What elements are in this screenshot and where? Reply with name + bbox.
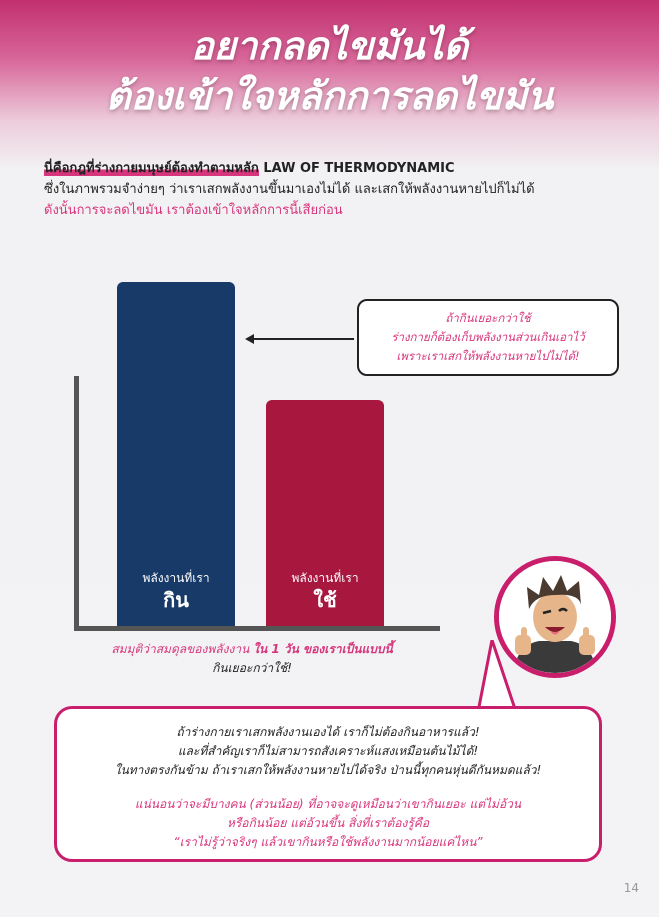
callout-line-2: ร่างกายก็ต้องเก็บพลังงานส่วนเกินเอาไว้ xyxy=(391,330,585,344)
energy-intake-bar xyxy=(117,282,235,626)
callout-line-1: ถ้ากินเยอะกว่าใช้ xyxy=(445,311,531,325)
intro-law-name: LAW OF THERMODYNAMIC xyxy=(258,161,455,176)
intro-line-2: ซึ่งในภาพรวมจำง่ายๆ ว่าเราเสกพลังงานขึ้นมาเองไม่ได้ และเสกให้พลังงานหายไปก็ไม่ได้ xyxy=(44,182,535,197)
energy-use-bar xyxy=(266,400,384,626)
page-title-line-1: อยากลดไขมันได้ xyxy=(190,24,469,68)
character-avatar xyxy=(494,556,616,678)
bubble-line-1: ถ้าร่างกายเราเสกพลังงานเองได้ เราก็ไม่ต้องกินอาหารแล้ว! xyxy=(176,725,480,739)
intro-line-3: ดังนั้นการจะลดไขมัน เราต้องเข้าใจหลักการนี้เสียก่อน xyxy=(44,203,343,218)
callout-box xyxy=(357,299,619,376)
intro-line-1 xyxy=(44,158,634,179)
intro-text xyxy=(44,158,634,221)
chart-caption xyxy=(78,640,426,678)
caption-part-1: สมมุติว่าสมดุลของพลังงาน xyxy=(111,642,254,656)
chart-x-axis xyxy=(74,626,440,631)
intake-bar-title: กิน xyxy=(163,588,189,612)
page-title-line-2: ต้องเข้าใจหลักการลดไขมัน xyxy=(105,74,554,118)
speech-bubble xyxy=(54,706,602,862)
bubble-line-4: แน่นอนว่าจะมีบางคน (ส่วนน้อย) ที่อาจจะดูเหมือนว่าเขากินเยอะ แต่ไม่อ้วน xyxy=(134,797,522,811)
use-bar-title: ใช้ xyxy=(313,588,337,612)
arrow-left-icon xyxy=(245,334,254,344)
bubble-line-5: หรือกินน้อย แต่อ้วนขึ้น สิ่งที่เราต้องรู้คือ xyxy=(226,816,430,830)
caption-part-2: ใน 1 วัน ของเราเป็นแบบนี้ xyxy=(253,642,393,656)
intro-highlight: นี่คือกฎที่ร่างกายมนุษย์ต้องทำตามหลัก xyxy=(44,161,259,176)
caption-line-2: กินเยอะกว่าใช้! xyxy=(212,661,292,675)
use-bar-label: พลังงานที่เรา xyxy=(291,571,359,585)
thumbs-up-character-icon xyxy=(499,561,611,673)
callout-line-3: เพราะเราเสกให้พลังงานหายไปไม่ได้! xyxy=(396,349,580,363)
caption-line-1 xyxy=(78,640,426,659)
page-number: 14 xyxy=(623,881,639,895)
chart-y-axis xyxy=(74,376,79,630)
bubble-line-2: และที่สำคัญเราก็ไม่สามารถสังเคราะห์แสงเหมือนต้นไม้ได้! xyxy=(177,744,479,758)
intake-bar-label: พลังงานที่เรา xyxy=(142,571,210,585)
arrow-line xyxy=(252,338,354,340)
bubble-spacer xyxy=(57,780,599,795)
bubble-line-3: ในทางตรงกันข้าม ถ้าเราเสกให้พลังงานหายไปได้จริง ป่านนี้ทุกคนหุ่นดีกันหมดแล้ว! xyxy=(114,763,542,777)
bubble-line-6: “เราไม่รู้ว่าจริงๆ แล้วเขากินหรือใช้พลังงานมากน้อยแค่ไหน” xyxy=(173,835,483,849)
